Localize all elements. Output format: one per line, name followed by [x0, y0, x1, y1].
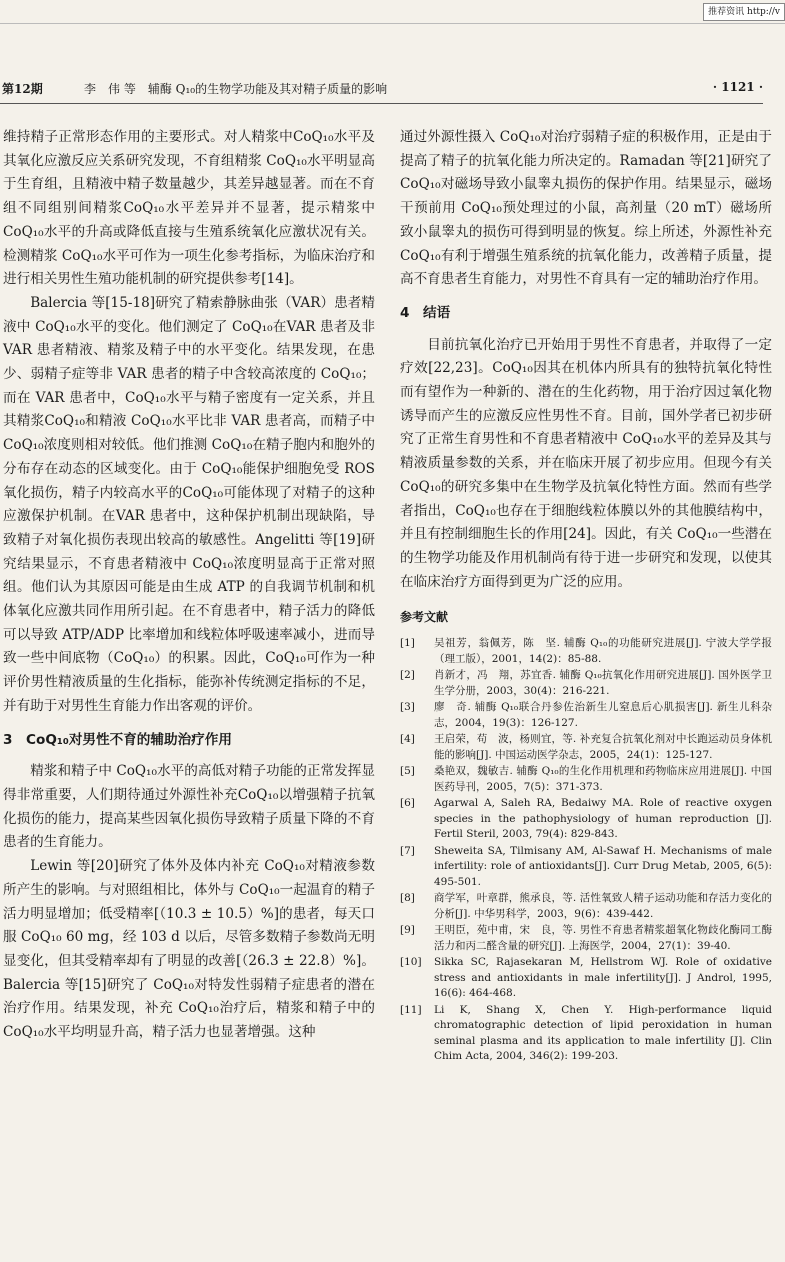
issue-number: 第12期: [2, 82, 43, 96]
reference-item: [400, 764, 772, 795]
reference-number: [6]: [400, 797, 415, 810]
header-divider: [0, 103, 763, 104]
references-heading: 参考文献: [400, 610, 449, 625]
right-column: [400, 126, 772, 1066]
reference-text: 吴祖芳，翁佩芳，陈 坚. 辅酶 Q₁₀的功能研究进展[J]. 宁波大学学报（理工版），2001，14(2)：85-88.: [434, 637, 772, 665]
reference-text: 王启荣，苟 波，杨则宜，等. 补充复合抗氧化剂对中长跑运动员身体机能的影响[J]. 中国运动医学杂志，2005，24(1)：125-127.: [434, 733, 772, 761]
page-number: · 1121 ·: [712, 80, 763, 94]
paragraph: 维持精子正常形态作用的主要形式。对人精浆中CoQ₁₀水平及其氧化应激反应关系研究发现，不育组精浆 CoQ₁₀水平明显高于生育组，且精液中精子数量越少，其差异越显著。而在不育组不同组别间精浆CoQ₁₀水平差异并不显著，提示精浆中 CoQ₁₀水平的升高或降低直接与生殖系统氧化应激状况有关。检测精浆 CoQ₁₀水平可作为一项生化参考指标，为临床治疗和进行相关男性生殖功能机制的研究提供参考[14]。: [3, 129, 375, 288]
paragraph: 精浆和精子中 CoQ₁₀水平的高低对精子功能的正常发挥显得非常重要，人们期待通过外源性补充CoQ₁₀以增强精子抗氧化损伤的能力，提高某些因氧化损伤导致精子质量下降的不育患者的生育能力。: [3, 763, 375, 851]
reference-item: [400, 844, 772, 891]
reference-item: [400, 923, 772, 954]
reference-item: [400, 891, 772, 922]
top-divider: [0, 23, 785, 24]
reference-number: [1]: [400, 637, 415, 650]
reference-item: [400, 636, 772, 667]
running-header: [0, 78, 763, 100]
paragraph: Balercia 等[15-18]研究了精索静脉曲张（VAR）患者精液中 CoQ₁₀水平的变化。他们测定了 CoQ₁₀在VAR 患者及非 VAR 患者精液、精浆及精子中的水平变化。结果发现，在患少、弱精子症等非 VAR 患者的精子中含较高浓度的 CoQ₁₀；而在 VAR 患者中，CoQ₁₀水平与精子密度有一定关系，并且其精浆CoQ₁₀和精液 CoQ₁₀水平比非 VAR 患者高，而精子中CoQ₁₀浓度则相对较低。他们推测 CoQ₁₀在精子胞内和胞外的分布存在动态的区域变化。由于 CoQ₁₀能保护细胞免受 ROS 氧化损伤，精子内较高水平的CoQ₁₀可能体现了对精子的这种应激保护机制。在VAR 患者中，这种保护机制出现缺陷，导致精子对氧化损伤表现出较高的敏感性。Angelitti 等[19]研究结果显示，不育患者精液中 CoQ₁₀浓度明显高于正常对照组。他们认为其原因可能是由生成 ATP 的自我调节机制和机体氧化应激共同作用所引起。在不育患者中，精子活力的降低可以导致 ATP/ADP 比率增加和线粒体呼吸速率减小，进而导致一些中间底物（CoQ₁₀）的积累。因此，CoQ₁₀可作为一种评价男性精液质量的生化指标，能弥补传统测定指标的不足，并有助于对男性生育能力作出客观的评价。: [3, 294, 375, 714]
reference-list: [400, 636, 772, 1065]
reference-item: [400, 796, 772, 843]
reference-number: [7]: [400, 844, 415, 857]
reference-text: 王明臣，苑中甫，宋 良，等. 男性不育患者精浆超氧化物歧化酶同工酶活力和丙二醛含量的研究[J]. 上海医学，2004，27(1)：39-40.: [434, 924, 772, 952]
section-heading-4: 4 结语: [400, 304, 451, 321]
left-column: [3, 126, 375, 1045]
reference-text: 肖新才，冯 翔，苏宜香. 辅酶 Q₁₀抗氧化作用研究进展[J]. 国外医学卫生学分册，2003，30(4)：216-221.: [434, 669, 772, 697]
paragraph: Lewin 等[20]研究了体外及体内补充 CoQ₁₀对精液参数所产生的影响。与对照组相比，体外与 CoQ₁₀一起温育的精子活力明显增加；低受精率[（10.3 ± 10.5）%]的患者，每天口服 CoQ₁₀ 60 mg，经 103 d 以后，尽管多数精子参数尚无明显变化，但其受精率却有了明显的改善[（26.3 ± 22.8）%]。Balercia 等[15]研究了 CoQ₁₀对特发性弱精子症患者的潜在治疗作用。结果发现，补充 CoQ₁₀治疗后，精浆和精子中的CoQ₁₀水平均明显升高，精子活力也显著增强。这种: [3, 858, 375, 1041]
reference-text: Sheweita SA, Tilmisany AM, Al-Sawaf H. Mechanisms of male infertility: role of antioxidants[J]. Curr Drug Metab, 2005, 6(5): 495-501.: [434, 844, 772, 888]
reference-item: [400, 955, 772, 1002]
reference-number: [3]: [400, 701, 415, 714]
reference-number: [10]: [400, 956, 422, 969]
reference-item: [400, 668, 772, 699]
reference-text: Agarwal A, Saleh RA, Bedaiwy MA. Role of reactive oxygen species in the pathophysiology of human reproduction [J]. Fertil Steril, 2003, 79(4): 829-843.: [434, 797, 772, 841]
reference-item: [400, 732, 772, 763]
reference-number: [11]: [400, 1003, 422, 1016]
reference-item: [400, 700, 772, 731]
reference-number: [8]: [400, 892, 415, 905]
watermark-badge[interactable]: 推荐资讯 http://v: [703, 3, 785, 21]
reference-number: [5]: [400, 765, 415, 778]
reference-text: 廖 奇. 辅酶 Q₁₀联合丹参佐治新生儿窒息后心肌损害[J]. 新生儿科杂志，2004，19(3)：126-127.: [434, 701, 772, 729]
reference-text: 商学军，叶章群，熊承良，等. 活性氧致人精子运动功能和存活力变化的分析[J]. 中华男科学，2003，9(6)：439-442.: [434, 892, 772, 920]
reference-number: [4]: [400, 733, 415, 746]
section-heading-3: 3 CoQ₁₀对男性不育的辅助治疗作用: [3, 731, 232, 748]
reference-item: [400, 1003, 772, 1065]
reference-number: [2]: [400, 669, 415, 682]
reference-text: Li K, Shang X, Chen Y. High-performance liquid chromatographic detection of lipid peroxidation in human seminal plasma and its application to male infertility [J]. Clin Chim Acta, 2004, 346(2): 199-203.: [434, 1003, 772, 1063]
paragraph: 通过外源性摄入 CoQ₁₀对治疗弱精子症的积极作用，正是由于提高了精子的抗氧化能力所决定的。Ramadan 等[21]研究了 CoQ₁₀对磁场导致小鼠睾丸损伤的保护作用。结果显示，磁场干预前用 CoQ₁₀预处理过的小鼠，高剂量（20 mT）磁场所致小鼠睾丸的损伤可得到明显的恢复。综上所述，外源性补充 CoQ₁₀有利于增强生殖系统的抗氧化能力，改善精子质量，提高不育患者生育能力，对男性不育具有一定的辅助治疗作用。: [400, 129, 772, 288]
reference-number: [9]: [400, 924, 415, 937]
running-title: 李 伟 等 辅酶 Q₁₀的生物学功能及其对精子质量的影响: [84, 82, 388, 96]
reference-text: Sikka SC, Rajasekaran M, Hellstrom WJ. Role of oxidative stress and antioxidants in male infertility[J]. J Androl, 1995, 16(6): 464-468.: [434, 956, 772, 1000]
paragraph: 目前抗氧化治疗已开始用于男性不育患者，并取得了一定疗效[22,23]。CoQ₁₀因其在机体内所具有的独特抗氧化特性而有望作为一种新的、潜在的生化药物，用于治疗因过氧化物诱导而产生的应激反应性男性不育。目前，国外学者已初步研究了正常生育男性和不育患者精液中 CoQ₁₀水平的差异及其与精液质量参数的关系，并在临床开展了初步应用。但现今有关 CoQ₁₀的研究多集中在生物学及抗氧化特性方面。然而有些学者指出，CoQ₁₀也存在于细胞线粒体膜以外的其他膜结构中，并且有控制细胞生长的作用[24]。因此，有关 CoQ₁₀一些潜在的生物学功能及作用机制尚有待于进一步研究和发现，以使其在临床治疗方面得到更为广泛的应用。: [400, 336, 772, 590]
reference-text: 桑艳双，魏敏吉. 辅酶 Q₁₀的生化作用机理和药物临床应用进展[J]. 中国医药导刊，2005，7(5)：371-373.: [434, 765, 772, 793]
